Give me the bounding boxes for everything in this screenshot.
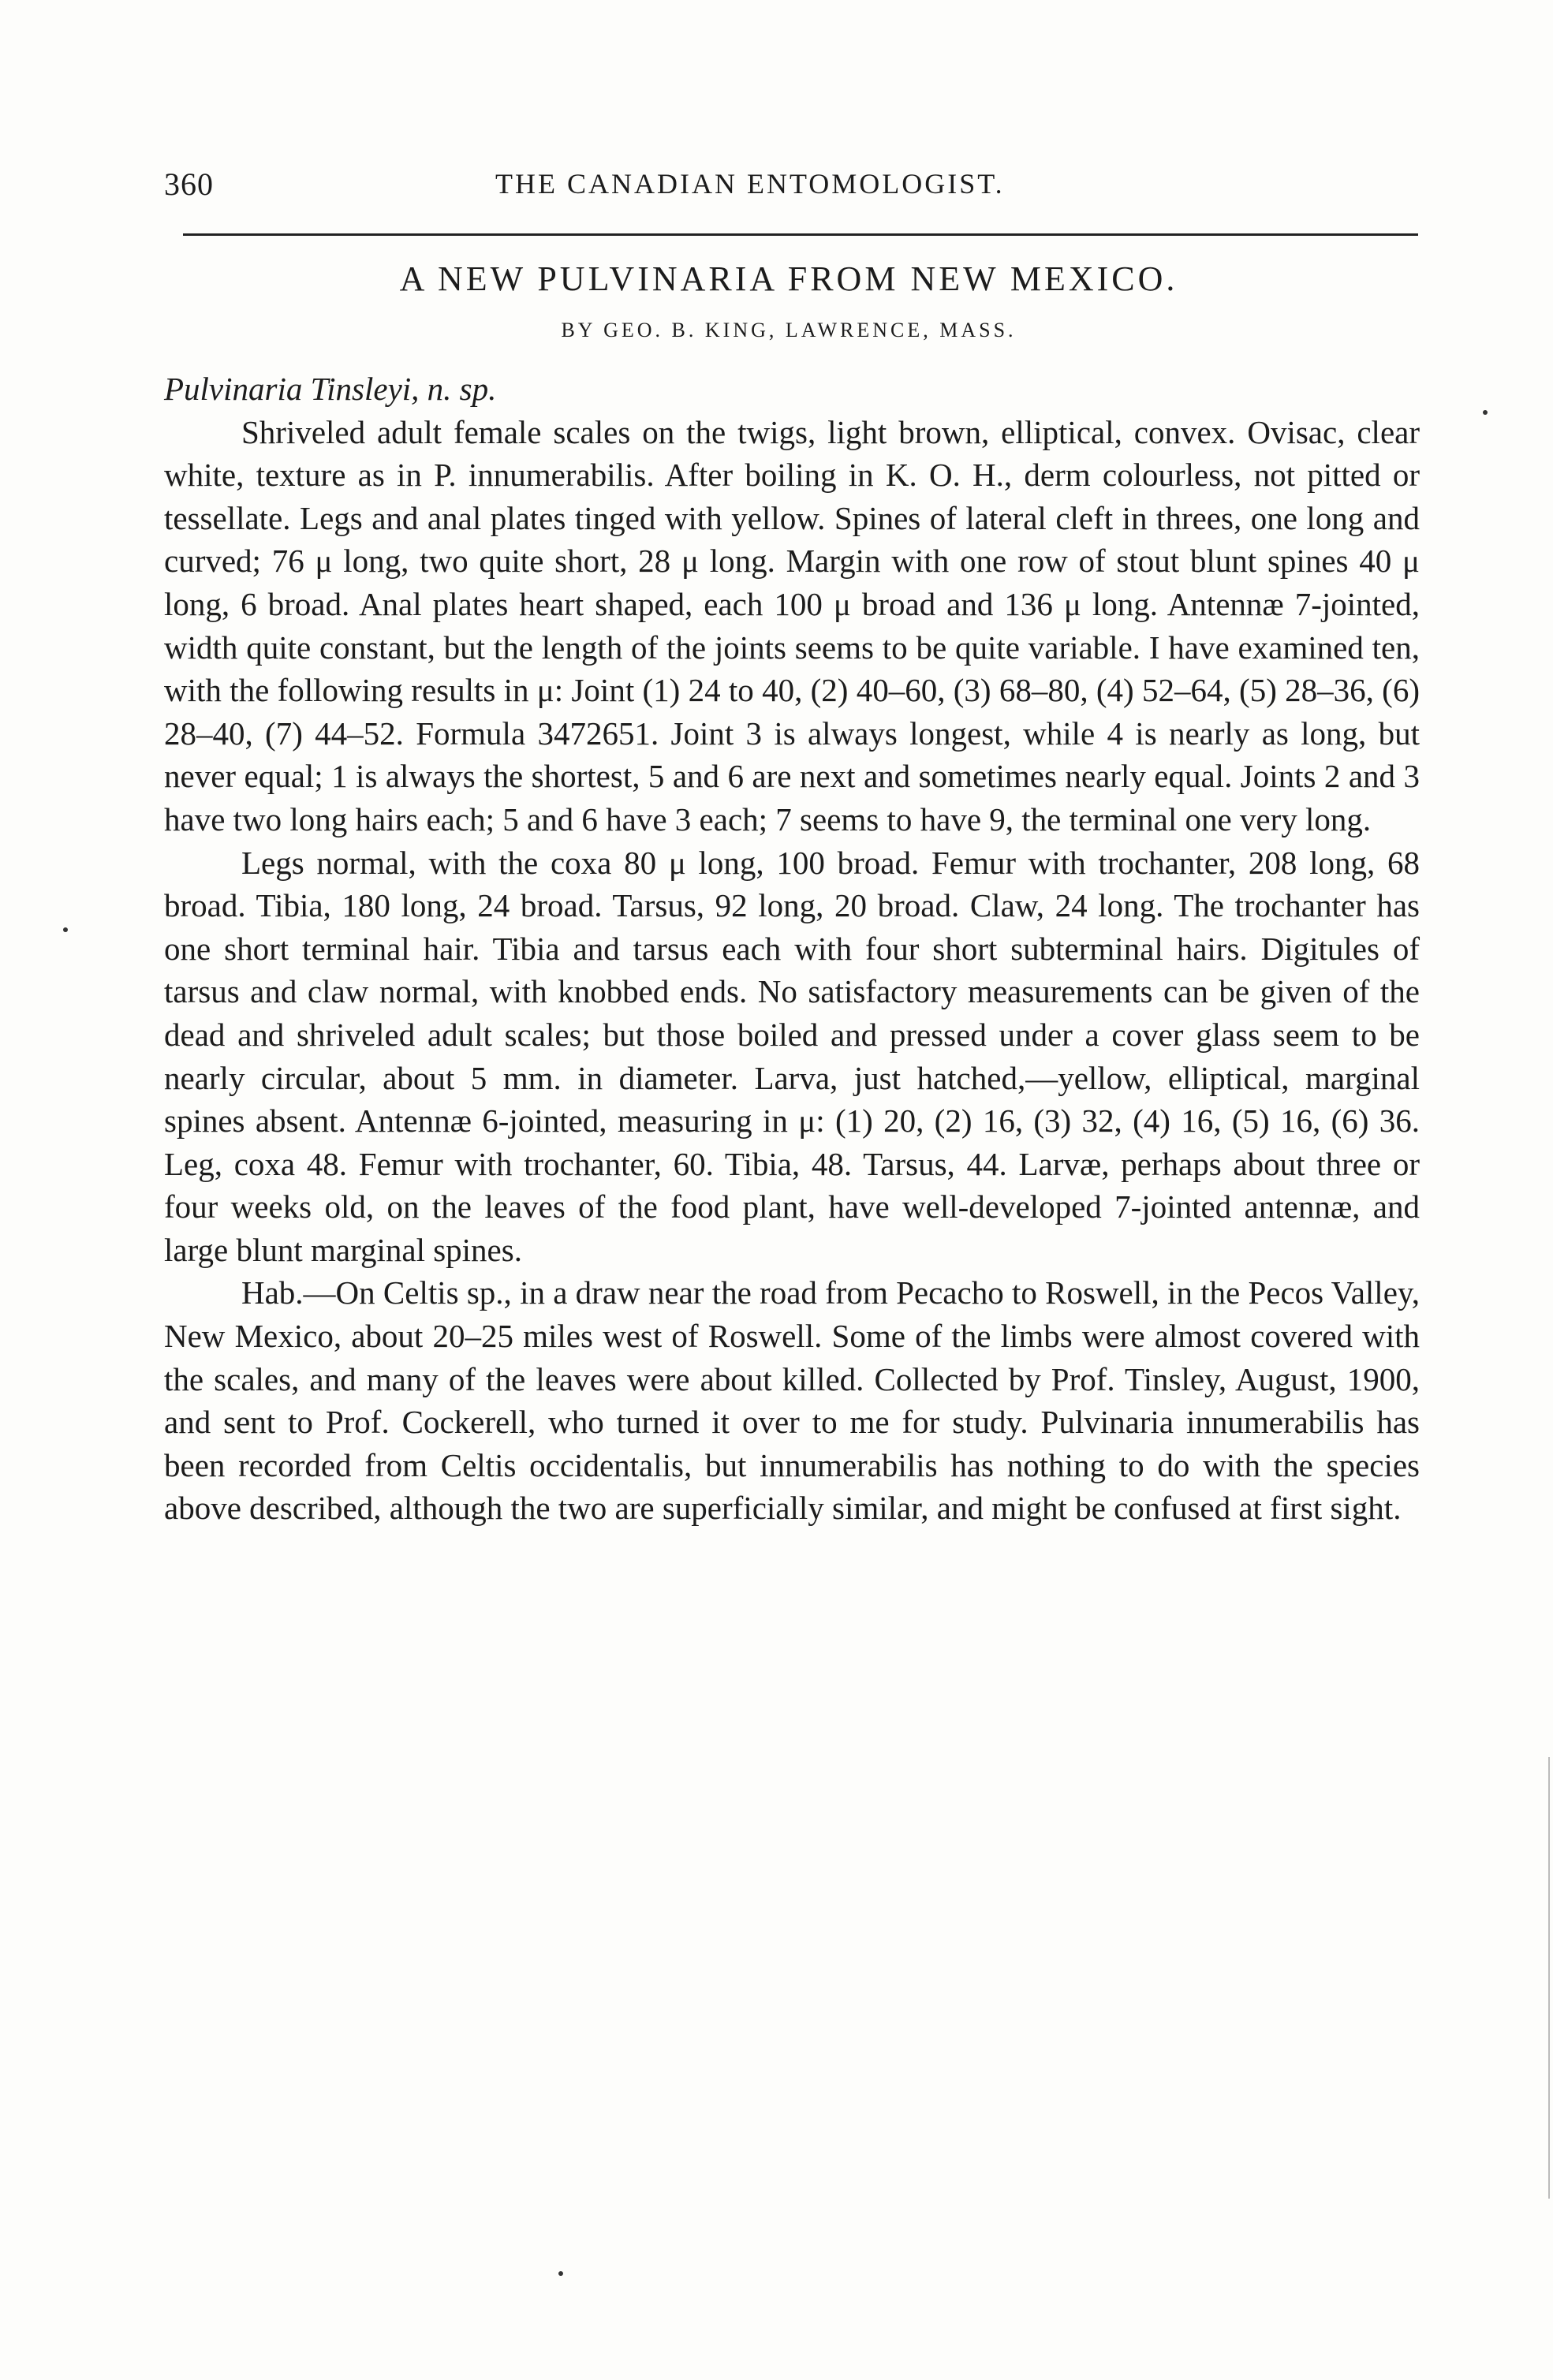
margin-dot bbox=[63, 927, 68, 932]
header-rule bbox=[183, 233, 1418, 236]
article-title: A NEW PULVINARIA FROM NEW MEXICO. bbox=[399, 259, 1178, 298]
habitat-paragraph: Hab.—On Celtis sp., in a draw near the road from Pecacho to Roswell, in the Pecos Valley, New Mexico, about 20–25 miles west of Roswell. Some of the limbs were almost covered with the scales, and many of the leaves were about killed. Collected by Prof. Tinsley, August, 1900, and sent to Prof. Cockerell, who turned it over to me for study. Pulvinaria innumerabilis has been recorded from Celtis occidentalis, but innumerabilis has nothing to do with the species above described, although the two are superficially similar, and might be confused at first sight. bbox=[164, 1274, 1420, 1527]
article-body bbox=[164, 367, 1420, 1530]
description-paragraph: Shriveled adult female scales on the twigs, light brown, elliptical, convex. Ovisac, clear white, texture as in P. innumerabilis. After boiling in K. O. H., derm colourless, not pitted or tessellate. Legs and anal plates tinged with yellow. Spines of lateral cleft in threes, one long and curved; 76 μ long, two quite short, 28 μ long. Margin with one row of stout blunt spines 40 μ long, 6 broad. Anal plates heart shaped, each 100 μ broad and 136 μ long. Antennæ 7-jointed, width quite constant, but the length of the joints seems to be quite variable. I have examined ten, with the following results in μ: Joint (1) 24 to 40, (2) 40–60, (3) 68–80, (4) 52–64, (5) 28–36, (6) 28–40, (7) 44–52. Formula 3472651. Joint 3 is always longest, while 4 is nearly as long, but never equal; 1 is always the shortest, 5 and 6 are next and sometimes nearly equal. Joints 2 and 3 have two long hairs each; 5 and 6 have 3 each; 7 seems to have 9, the terminal one very long. bbox=[164, 413, 1420, 837]
scan-edge-line bbox=[1548, 1757, 1550, 2199]
species-heading: Pulvinaria Tinsleyi, n. sp. bbox=[164, 371, 497, 407]
legs-larva-paragraph: Legs normal, with the coxa 80 μ long, 100 broad. Femur with trochanter, 208 long, 68 broad. Tibia, 180 long, 24 broad. Tarsus, 92 long, 20 broad. Claw, 24 long. The trochanter has one short terminal hair. Tibia and tarsus each with four short subterminal hairs. Digitules of tarsus and claw normal, with knobbed ends. No satisfactory measurements can be given of the dead and shriveled adult scales; but those boiled and pressed under a cover glass seem to be nearly circular, about 5 mm. in diameter. Larva, just hatched,—yellow, elliptical, marginal spines absent. Antennæ 6-jointed, measuring in μ: (1) 20, (2) 16, (3) 32, (4) 16, (5) 16, (6) 36. Leg, coxa 48. Femur with trochanter, 60. Tibia, 48. Tarsus, 44. Larvæ, perhaps about three or four weeks old, on the leaves of the food plant, have well-developed 7-jointed antennæ, and large blunt marginal spines. bbox=[164, 844, 1420, 1268]
margin-dot bbox=[558, 2271, 563, 2276]
page-number: 360 bbox=[164, 166, 214, 202]
article-byline: BY GEO. B. KING, LAWRENCE, MASS. bbox=[561, 319, 1017, 341]
running-head bbox=[164, 166, 1420, 213]
journal-title: THE CANADIAN ENTOMOLOGIST. bbox=[495, 168, 1005, 200]
margin-dot bbox=[1483, 410, 1488, 415]
